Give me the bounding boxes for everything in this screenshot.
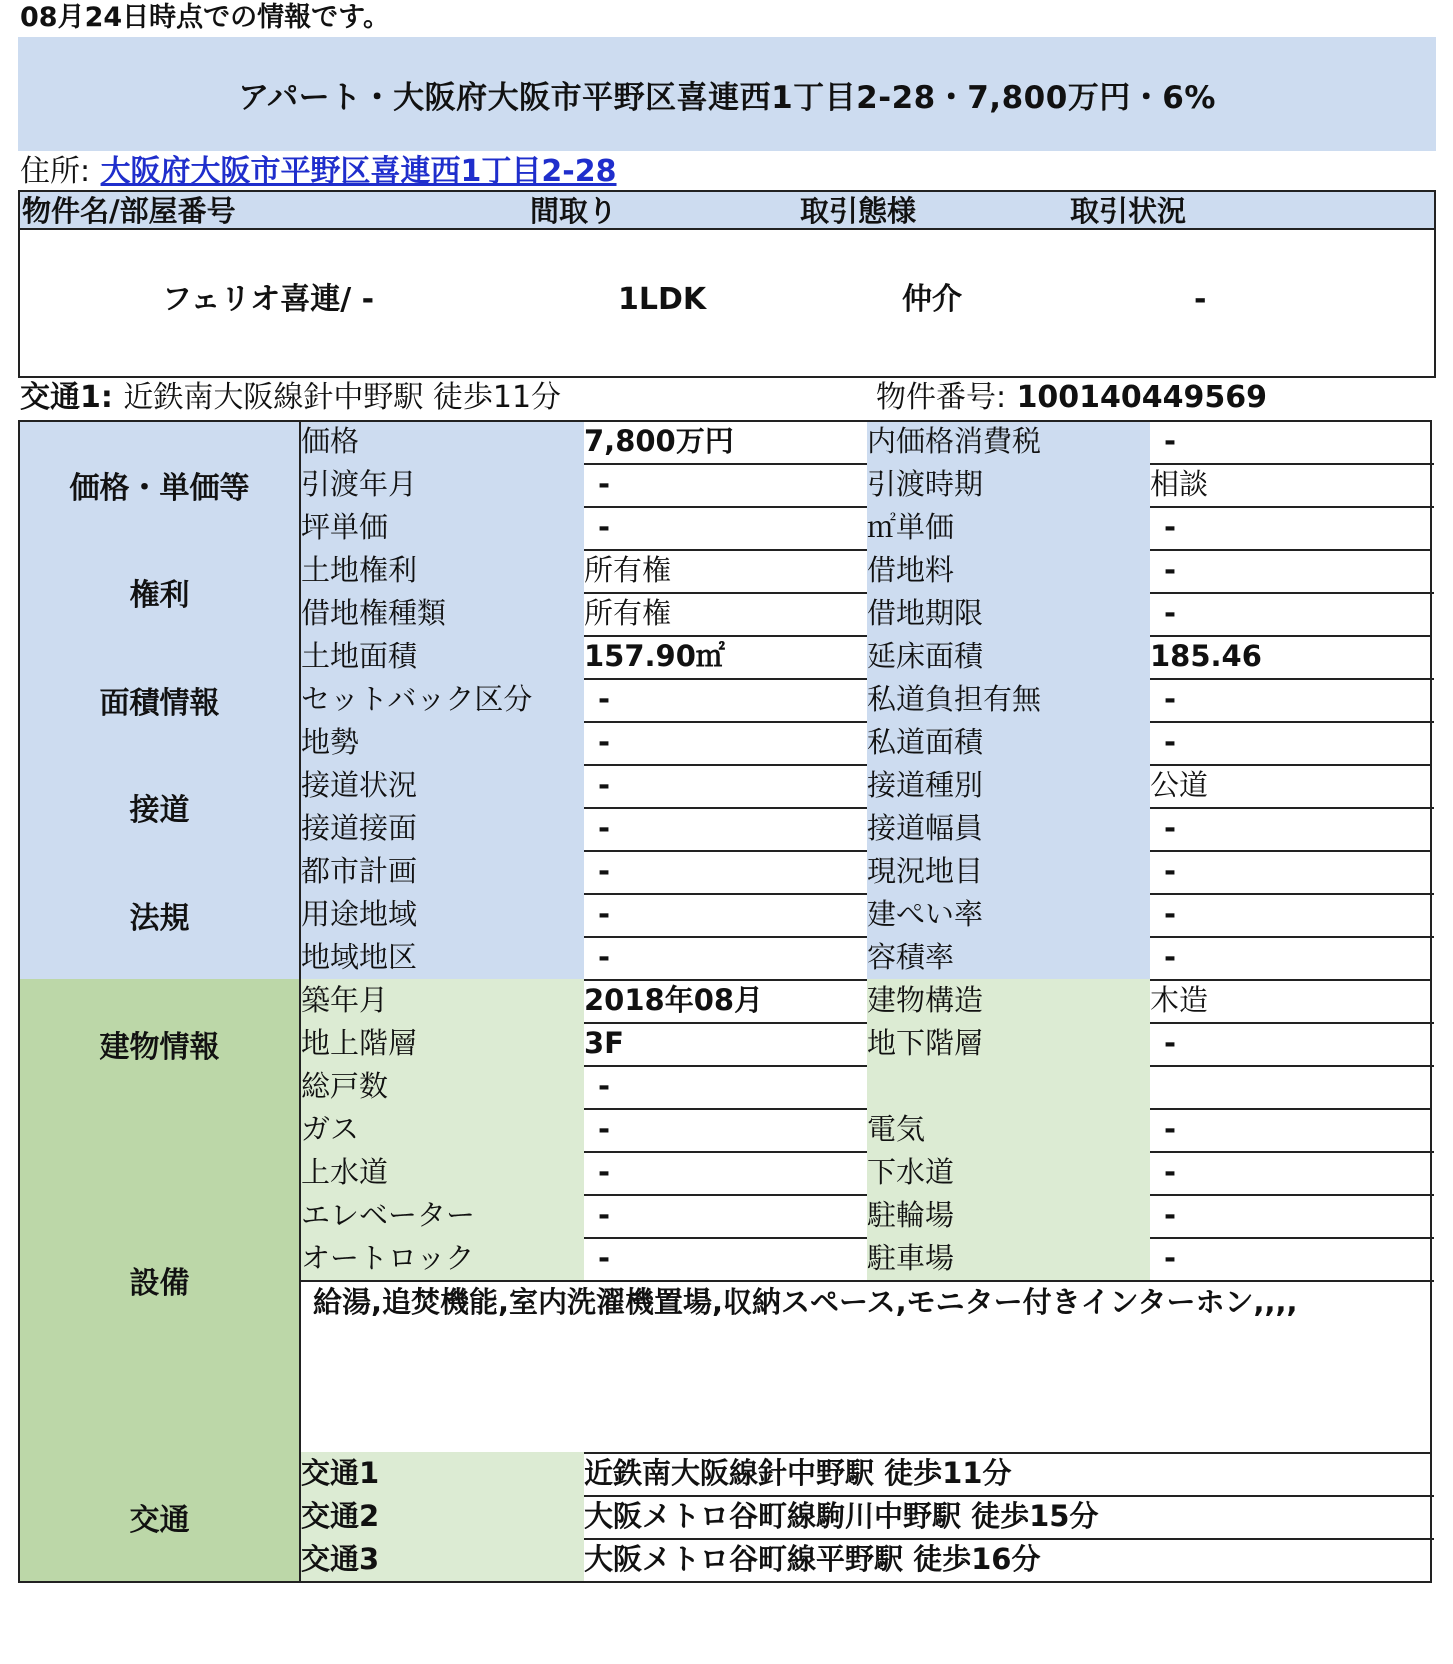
field-label: 駐輪場 — [867, 1194, 1150, 1237]
table-row — [301, 678, 1434, 723]
property-layout: 1LDK — [618, 282, 707, 317]
section-title: 設備 — [20, 1108, 301, 1452]
transport-value: 大阪メトロ谷町線駒川中野駅 徒歩15分 — [584, 1499, 1099, 1533]
section-title: 価格・単価等 — [20, 420, 301, 549]
property-number-value: 100140449569 — [1016, 380, 1268, 415]
table-row — [301, 979, 1434, 1024]
table-row — [301, 807, 1434, 852]
field-label: 私道負担有無 — [867, 678, 1150, 721]
field-value: - — [1164, 1198, 1177, 1232]
field-value: - — [598, 510, 611, 544]
field-value: - — [598, 897, 611, 931]
transport-label: 交通1 — [301, 1452, 584, 1495]
field-value: 木造 — [1150, 983, 1209, 1017]
traffic-summary — [20, 378, 561, 418]
address-link[interactable]: 大阪府大阪市平野区喜連西1丁目2-28 — [100, 154, 617, 189]
table-row — [301, 1194, 1434, 1239]
field-label: 上水道 — [301, 1151, 584, 1194]
field-label — [867, 1065, 1150, 1108]
field-value — [1150, 1065, 1434, 1108]
table-row — [301, 549, 1434, 594]
field-value: - — [598, 725, 611, 759]
address-label: 住所: — [20, 154, 91, 189]
field-value: - — [1164, 1155, 1177, 1189]
field-label: 接道種別 — [867, 764, 1150, 807]
section-equipment — [18, 1108, 1432, 1454]
section-title: 接道 — [20, 764, 301, 850]
table-row — [301, 893, 1434, 938]
field-label: 延床面積 — [867, 635, 1150, 678]
field-value: - — [598, 768, 611, 802]
table-row — [301, 1065, 1434, 1110]
field-label: 価格 — [301, 420, 584, 463]
field-value: - — [1164, 1026, 1177, 1060]
section-title: 法規 — [20, 850, 301, 979]
field-value: - — [598, 467, 611, 501]
field-label: 引渡年月 — [301, 463, 584, 506]
field-label: 下水道 — [867, 1151, 1150, 1194]
property-name: フェリオ喜連/ - — [162, 282, 375, 317]
section-area — [18, 635, 1432, 766]
table-row — [301, 1108, 1434, 1153]
field-value: - — [598, 1198, 611, 1232]
listing-banner: アパート・大阪府大阪市平野区喜連西1丁目2-28・7,800万円・6% — [18, 37, 1436, 151]
field-label: 接道状況 — [301, 764, 584, 807]
field-value: 2018年08月 — [584, 983, 764, 1017]
transport-value: 近鉄南大阪線針中野駅 徒歩11分 — [584, 1456, 1012, 1490]
table-row — [301, 635, 1434, 680]
field-label: 地上階層 — [301, 1022, 584, 1065]
section-price — [18, 420, 1432, 551]
field-label: ㎡単価 — [867, 506, 1150, 549]
field-value: - — [1164, 725, 1177, 759]
section-title: 交通 — [20, 1452, 301, 1581]
table-row — [301, 506, 1434, 551]
table-row — [301, 1151, 1434, 1196]
transport-value: 大阪メトロ谷町線平野駅 徒歩16分 — [584, 1542, 1041, 1576]
field-label: 総戸数 — [301, 1065, 584, 1108]
table-row — [301, 764, 1434, 809]
field-value: 公道 — [1150, 768, 1209, 802]
transport-row — [301, 1452, 1434, 1497]
field-label: 地域地区 — [301, 936, 584, 979]
field-label: 私道面積 — [867, 721, 1150, 764]
field-value: - — [598, 682, 611, 716]
field-value: - — [1164, 682, 1177, 716]
header-layout: 間取り — [530, 194, 618, 228]
field-label: ガス — [301, 1108, 584, 1151]
field-label: 建物構造 — [867, 979, 1150, 1022]
table-row — [301, 1237, 1434, 1282]
transport-row — [301, 1538, 1434, 1583]
field-value: - — [1164, 596, 1177, 630]
field-label: 坪単価 — [301, 506, 584, 549]
field-label: 接道幅員 — [867, 807, 1150, 850]
address-line — [20, 153, 617, 191]
property-header-row — [18, 190, 1436, 230]
field-label: 引渡時期 — [867, 463, 1150, 506]
section-road — [18, 764, 1432, 852]
field-label: 電気 — [867, 1108, 1150, 1151]
field-label: エレベーター — [301, 1194, 584, 1237]
field-value: - — [598, 1112, 611, 1146]
field-value: - — [1164, 424, 1177, 458]
field-value: - — [1164, 1112, 1177, 1146]
equipment-notes: 給湯,追焚機能,室内洗濯機置場,収納スペース,モニター付きインターホン,,,, — [313, 1285, 1298, 1319]
table-row — [301, 463, 1434, 508]
table-row — [301, 592, 1434, 637]
field-label: 駐車場 — [867, 1237, 1150, 1280]
field-label: オートロック — [301, 1237, 584, 1280]
field-value: - — [1164, 854, 1177, 888]
transport-row — [301, 1495, 1434, 1540]
field-value: - — [1164, 1241, 1177, 1275]
transaction-type: 仲介 — [902, 282, 962, 317]
table-row — [301, 721, 1434, 766]
field-label: 建ぺい率 — [867, 893, 1150, 936]
field-label: セットバック区分 — [301, 678, 584, 721]
field-label: 現況地目 — [867, 850, 1150, 893]
field-label: 内価格消費税 — [867, 420, 1150, 463]
header-property-name: 物件名/部屋番号 — [22, 194, 236, 228]
table-right-border — [1430, 420, 1432, 1583]
field-label: 借地料 — [867, 549, 1150, 592]
field-label: 土地面積 — [301, 635, 584, 678]
transaction-status: - — [1194, 282, 1207, 317]
section-rights — [18, 549, 1432, 637]
header-transaction-type: 取引態様 — [800, 194, 917, 228]
transport-label: 交通3 — [301, 1538, 584, 1581]
field-value: 157.90㎡ — [584, 639, 725, 673]
field-value: 所有権 — [584, 553, 672, 587]
table-row — [301, 420, 1434, 465]
field-value: - — [1164, 510, 1177, 544]
field-label: 容積率 — [867, 936, 1150, 979]
field-label: 地勢 — [301, 721, 584, 764]
field-value: - — [1164, 811, 1177, 845]
section-transport — [18, 1452, 1432, 1583]
field-value: - — [1164, 553, 1177, 587]
field-label: 用途地域 — [301, 893, 584, 936]
property-value-row — [18, 230, 1436, 378]
field-value: - — [598, 1155, 611, 1189]
field-label: 借地権種類 — [301, 592, 584, 635]
section-title: 建物情報 — [20, 979, 301, 1108]
transport-label: 交通2 — [301, 1495, 584, 1538]
field-label: 築年月 — [301, 979, 584, 1022]
date-note: 08月24日時点での情報です。 — [20, 2, 390, 33]
field-value: 相談 — [1150, 467, 1209, 501]
field-label: 地下階層 — [867, 1022, 1150, 1065]
table-row — [301, 936, 1434, 981]
property-number-label: 物件番号: — [876, 380, 1007, 415]
table-row — [301, 1022, 1434, 1067]
table-row — [301, 850, 1434, 895]
property-number — [876, 378, 1267, 418]
section-building — [18, 979, 1432, 1110]
field-value: - — [598, 940, 611, 974]
field-value: - — [598, 854, 611, 888]
traffic-value: 近鉄南大阪線針中野駅 徒歩11分 — [123, 380, 562, 415]
field-label: 土地権利 — [301, 549, 584, 592]
field-value: - — [1164, 897, 1177, 931]
field-label: 借地期限 — [867, 592, 1150, 635]
field-value: 7,800万円 — [584, 424, 734, 458]
field-value: 185.46 — [1150, 639, 1262, 673]
section-title: 面積情報 — [20, 635, 301, 764]
field-label: 接道接面 — [301, 807, 584, 850]
field-value: 3F — [584, 1026, 624, 1060]
section-title: 権利 — [20, 549, 301, 635]
field-value: - — [598, 1069, 611, 1103]
field-value: 所有権 — [584, 596, 672, 630]
section-law — [18, 850, 1432, 981]
field-value: - — [598, 1241, 611, 1275]
field-value: - — [1164, 940, 1177, 974]
field-value: - — [598, 811, 611, 845]
field-label: 都市計画 — [301, 850, 584, 893]
traffic-label: 交通1: — [20, 380, 113, 415]
header-transaction-status: 取引状況 — [1070, 194, 1187, 228]
table-top-border — [18, 420, 1432, 422]
